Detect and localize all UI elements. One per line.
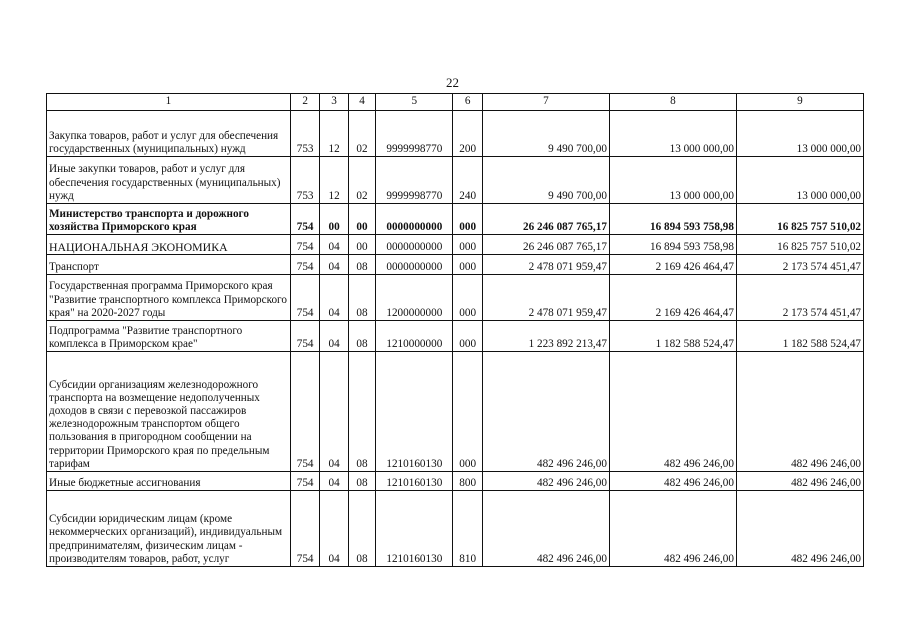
target-code: 1210160130	[376, 472, 453, 491]
amount-col9: 13 000 000,00	[736, 111, 863, 157]
section-code: 12	[320, 157, 348, 204]
item-name: Субсидии юридическим лицам (кроме некоммерческих организаций), индивидуальным предпринимателям, физическим лицам - производителям товаров, работ, услуг	[47, 491, 291, 567]
amount-col8: 482 496 246,00	[609, 491, 736, 567]
page-number: 22	[446, 75, 459, 90]
subsection-code: 02	[348, 157, 375, 204]
subsection-code: 08	[348, 491, 375, 567]
amount-col7: 26 246 087 765,17	[482, 235, 609, 255]
table-row	[47, 352, 864, 472]
amount-col9: 16 825 757 510,02	[736, 204, 863, 235]
section-code: 04	[320, 235, 348, 255]
column-header: 9	[736, 94, 863, 111]
ministry-code: 753	[290, 157, 319, 204]
amount-col8: 482 496 246,00	[609, 472, 736, 491]
amount-col8: 2 169 426 464,47	[609, 275, 736, 321]
ministry-code: 754	[290, 255, 319, 275]
target-code: 1210160130	[376, 491, 453, 567]
amount-col9: 13 000 000,00	[736, 157, 863, 204]
amount-col8: 16 894 593 758,98	[609, 235, 736, 255]
amount-col9: 482 496 246,00	[736, 352, 863, 472]
amount-col7: 2 478 071 959,47	[482, 275, 609, 321]
expense-type-code: 200	[453, 111, 482, 157]
item-name: Закупка товаров, работ и услуг для обеспечения государственных (муниципальных) нужд	[47, 111, 291, 157]
target-code: 1210160130	[376, 352, 453, 472]
target-code: 9999998770	[376, 111, 453, 157]
item-name: Государственная программа Приморского края "Развитие транспортного комплекса Приморского края" на 2020-2027 годы	[47, 275, 291, 321]
target-code: 9999998770	[376, 157, 453, 204]
item-name: Иные бюджетные ассигнования	[47, 472, 291, 491]
column-header: 7	[482, 94, 609, 111]
ministry-code: 754	[290, 472, 319, 491]
target-code: 1200000000	[376, 275, 453, 321]
subsection-code: 08	[348, 472, 375, 491]
section-code: 04	[320, 352, 348, 472]
amount-col9: 2 173 574 451,47	[736, 275, 863, 321]
expense-type-code: 810	[453, 491, 482, 567]
amount-col7: 26 246 087 765,17	[482, 204, 609, 235]
expense-type-code: 000	[453, 275, 482, 321]
amount-col7: 1 223 892 213,47	[482, 321, 609, 352]
section-code: 12	[320, 111, 348, 157]
section-code: 00	[320, 204, 348, 235]
item-name: Транспорт	[47, 255, 291, 275]
amount-col9: 482 496 246,00	[736, 472, 863, 491]
subsection-code: 08	[348, 255, 375, 275]
amount-col7: 482 496 246,00	[482, 472, 609, 491]
table-row	[47, 157, 864, 204]
table-row	[47, 275, 864, 321]
column-header: 2	[290, 94, 319, 111]
amount-col7: 9 490 700,00	[482, 111, 609, 157]
item-name: Подпрограмма "Развитие транспортного комплекса в Приморском крае"	[47, 321, 291, 352]
expense-type-code: 800	[453, 472, 482, 491]
section-code: 04	[320, 255, 348, 275]
expense-type-code: 240	[453, 157, 482, 204]
table-row	[47, 472, 864, 491]
column-header: 8	[609, 94, 736, 111]
expense-type-code: 000	[453, 235, 482, 255]
table-row	[47, 491, 864, 567]
subsection-code: 08	[348, 321, 375, 352]
ministry-code: 754	[290, 235, 319, 255]
subsection-code: 00	[348, 235, 375, 255]
column-header: 1	[47, 94, 291, 111]
subsection-code: 02	[348, 111, 375, 157]
ministry-code: 754	[290, 275, 319, 321]
item-name: Субсидии организациям железнодорожного транспорта на возмещение недополученных доходов в связи с перевозкой пассажиров железнодорожным транспортом общего пользования в пригородном сообщении на территории Приморского края по предельным тарифам	[47, 352, 291, 472]
amount-col8: 16 894 593 758,98	[609, 204, 736, 235]
target-code: 0000000000	[376, 255, 453, 275]
table-row	[47, 111, 864, 157]
header-row	[47, 94, 864, 111]
column-header: 3	[320, 94, 348, 111]
section-code: 04	[320, 321, 348, 352]
amount-col9: 1 182 588 524,47	[736, 321, 863, 352]
expense-type-code: 000	[453, 255, 482, 275]
table-row	[47, 321, 864, 352]
column-header: 4	[348, 94, 375, 111]
ministry-code: 754	[290, 321, 319, 352]
target-code: 1210000000	[376, 321, 453, 352]
item-name: Иные закупки товаров, работ и услуг для обеспечения государственных (муниципальных) нужд	[47, 157, 291, 204]
ministry-code: 754	[290, 352, 319, 472]
table-row	[47, 204, 864, 235]
amount-col8: 13 000 000,00	[609, 111, 736, 157]
subsection-code: 08	[348, 275, 375, 321]
table-row	[47, 255, 864, 275]
expense-type-code: 000	[453, 204, 482, 235]
target-code: 0000000000	[376, 235, 453, 255]
ministry-code: 753	[290, 111, 319, 157]
expense-type-code: 000	[453, 352, 482, 472]
subsection-code: 08	[348, 352, 375, 472]
section-code: 04	[320, 491, 348, 567]
ministry-code: 754	[290, 204, 319, 235]
column-header: 6	[453, 94, 482, 111]
amount-col9: 16 825 757 510,02	[736, 235, 863, 255]
amount-col9: 482 496 246,00	[736, 491, 863, 567]
amount-col8: 482 496 246,00	[609, 352, 736, 472]
section-code: 04	[320, 275, 348, 321]
amount-col8: 1 182 588 524,47	[609, 321, 736, 352]
ministry-code: 754	[290, 491, 319, 567]
amount-col7: 482 496 246,00	[482, 352, 609, 472]
amount-col7: 9 490 700,00	[482, 157, 609, 204]
section-code: 04	[320, 472, 348, 491]
column-header: 5	[376, 94, 453, 111]
expense-type-code: 000	[453, 321, 482, 352]
amount-col7: 482 496 246,00	[482, 491, 609, 567]
amount-col9: 2 173 574 451,47	[736, 255, 863, 275]
item-name: НАЦИОНАЛЬНАЯ ЭКОНОМИКА	[47, 235, 291, 255]
amount-col8: 2 169 426 464,47	[609, 255, 736, 275]
target-code: 0000000000	[376, 204, 453, 235]
subsection-code: 00	[348, 204, 375, 235]
amount-col7: 2 478 071 959,47	[482, 255, 609, 275]
amount-col8: 13 000 000,00	[609, 157, 736, 204]
table-row	[47, 235, 864, 255]
item-name: Министерство транспорта и дорожного хозяйства Приморского края	[47, 204, 291, 235]
budget-table	[46, 93, 864, 567]
